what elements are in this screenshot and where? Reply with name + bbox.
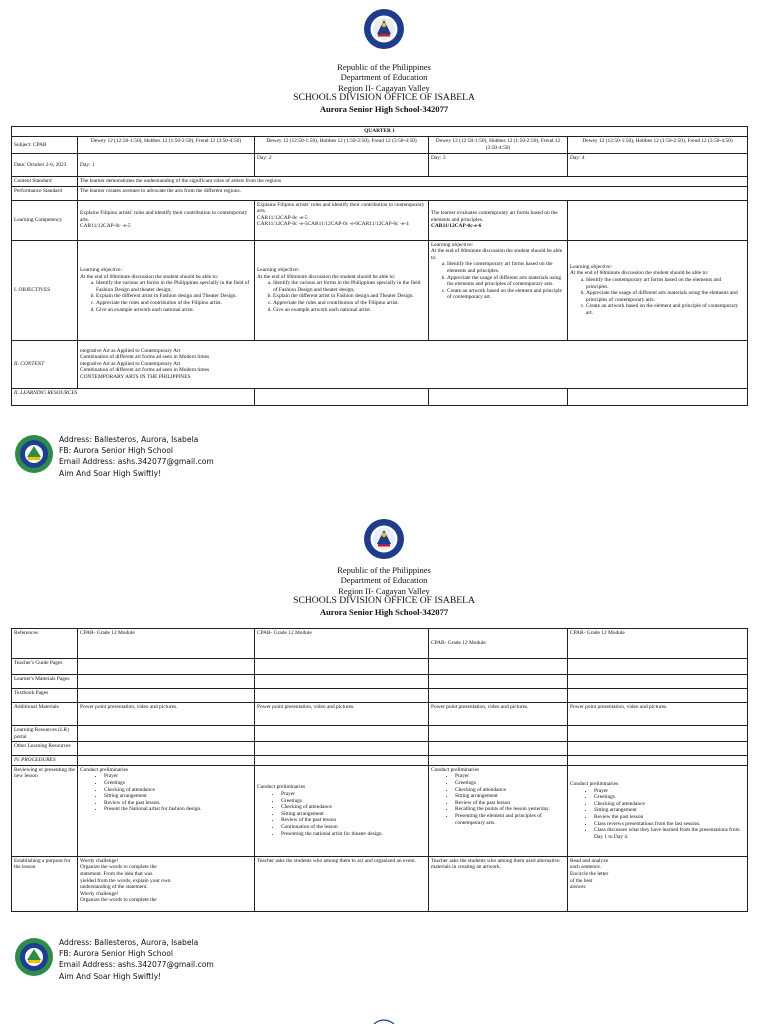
content-standard-label: Content Standard bbox=[12, 177, 78, 187]
day-2-label: Day: 2 bbox=[255, 154, 429, 177]
learning-resources-label: II. LEARNING RESOURCES bbox=[12, 388, 255, 405]
purpose-line: understanding of the statement. bbox=[80, 884, 148, 891]
resources-day-2 bbox=[255, 388, 429, 405]
content-text bbox=[78, 340, 748, 388]
competency-day-1 bbox=[78, 200, 255, 240]
preliminaries-heading: Conduct preliminaries bbox=[257, 784, 306, 791]
list-item: • Checking of attendance bbox=[455, 787, 565, 794]
review-day-4 bbox=[568, 765, 748, 856]
letterhead-line-1: Republic of the Philippines bbox=[337, 565, 431, 575]
purpose-day-1 bbox=[78, 856, 255, 911]
competency-day-3-text: The learner evaluates contemporary art forms based on the elements and principles. bbox=[431, 210, 558, 223]
list-item: • Class reviews presentations from the last session. bbox=[594, 821, 745, 828]
competency-day-1-code: CAR11/12CAP-0c -e-5 bbox=[80, 223, 131, 230]
letterhead bbox=[0, 62, 768, 114]
preliminaries-heading: Conduct preliminaries bbox=[570, 781, 619, 788]
review-list-day-4 bbox=[570, 788, 745, 841]
objective-list-day-4 bbox=[570, 277, 745, 317]
list-item: • Review the past lesson bbox=[594, 814, 745, 821]
references-day-1: CPAR- Grade 12 Module bbox=[78, 629, 255, 659]
competency-label: Learning Competency bbox=[12, 200, 78, 240]
footer-2 bbox=[14, 937, 374, 979]
letterhead-line-3: Region II- Cagayan Valley bbox=[338, 585, 430, 596]
list-item: • Greetings bbox=[281, 798, 426, 805]
deped-seal bbox=[363, 8, 405, 50]
review-list-day-2 bbox=[257, 791, 426, 837]
letterhead-line-3: Region II- Cagayan Valley bbox=[338, 82, 430, 93]
objective-list-day-3 bbox=[431, 261, 565, 301]
purpose-day-2: Teacher asks the students who among them to act and organized an event. bbox=[255, 856, 429, 911]
list-item: • Checking of attendance bbox=[104, 787, 252, 794]
purpose-day-4 bbox=[568, 856, 748, 911]
objectives-label: I. OBJECTIVES bbox=[12, 240, 78, 340]
review-list-day-1 bbox=[80, 773, 252, 813]
footer-email: Email Address: ashs.342077@gmail.com bbox=[59, 960, 214, 970]
list-item: • Prayer bbox=[104, 773, 252, 780]
footer-motto: Aim And Soar High Swiftly! bbox=[59, 971, 162, 981]
day-3-label: Day: 3 bbox=[429, 154, 568, 177]
objective-heading: Learning objective: bbox=[570, 263, 613, 270]
additional-materials-day-3: Power point presentation, video and pictures. bbox=[429, 703, 568, 726]
competency-day-2-code-2: CAR11/12CAP-0c -e-5CAR11/12CAP-0c -e-6CAR11/12CAP-0c -e-4 bbox=[257, 221, 409, 228]
list-item: • Present the National artist for fashion design. bbox=[104, 806, 252, 813]
competency-day-3-code: CAR11/12CAP-0c-e-6 bbox=[431, 223, 482, 230]
competency-day-1-text: Explains Filipino artists' roles and identify their contribution to contemporary arts. bbox=[80, 210, 248, 223]
objective-intro: At the end of 60minute discussion the student should be able to: bbox=[257, 273, 396, 280]
list-item: • Review of the past lesson. bbox=[104, 800, 252, 807]
footer-contact bbox=[59, 434, 214, 479]
schedule-day-3: Dewey 12 (12:50-1:50), Hobbes 12 (1:50-2:50), Freud 12 (3:50-4:50) bbox=[429, 137, 568, 154]
preliminaries-heading: Conduct preliminaries bbox=[80, 766, 129, 773]
objective-list-day-1 bbox=[80, 280, 252, 313]
footer-email: Email Address: ashs.342077@gmail.com bbox=[59, 457, 214, 467]
objective-list-day-2 bbox=[257, 280, 426, 313]
objective-intro: At the end of 60minute discussion the student should be able to: bbox=[431, 248, 563, 261]
performance-standard-text: The learner creates avenues to advocate the arts from the different regions. bbox=[78, 186, 748, 200]
lr-portal-label: Learning Resources (LR) portal bbox=[12, 726, 78, 742]
competency-day-2-text: Explains Filipino artists' roles and identify their contribution to contemporary arts. bbox=[257, 201, 425, 215]
list-item: • Sitting arrangement bbox=[594, 807, 745, 814]
date-label: Date: October 2-6, 2023 bbox=[12, 154, 78, 177]
list-item: b. Appreciate the usage of different arts materials using the elements and principles of contemporary arts. bbox=[586, 290, 745, 303]
content-line: Combination of different art forms ad seen in Modern times bbox=[80, 354, 210, 361]
school-logo-icon bbox=[14, 434, 54, 474]
list-item: • Review of the past lesson bbox=[281, 817, 426, 824]
footer-fb: FB: Aurora Senior High School bbox=[59, 949, 174, 959]
school-logo-icon bbox=[14, 937, 54, 977]
additional-materials-day-2: Power point presentation, video and pictures. bbox=[255, 703, 429, 726]
letterhead-line-4: SCHOOLS DIVISION OFFICE OF ISABELA bbox=[293, 595, 475, 607]
references-day-4: CPAR- Grade 12 Module bbox=[568, 629, 748, 659]
objective-heading: Learning objective: bbox=[431, 241, 474, 248]
list-item: • Review of the past lesson bbox=[455, 800, 565, 807]
purpose-line: each sentence. bbox=[570, 864, 602, 871]
review-day-1 bbox=[78, 765, 255, 856]
schedule-day-2: Dewey 12 (12:50-1:50), Hobbes 12 (1:50-2:50), Freud 12 (3:50-4:50) bbox=[255, 137, 429, 154]
list-item: b. Explain the different artist in Fashion design and Theater Design. bbox=[273, 293, 426, 300]
footer-1 bbox=[14, 434, 374, 476]
list-item: a. Identify the various art forms in the Philippines specially in the field of Fashion Design and theater design; bbox=[273, 280, 426, 293]
textbook-label: Textbook Pages bbox=[12, 689, 78, 703]
purpose-line: Encircle the letter bbox=[570, 870, 609, 877]
additional-materials-day-1: Power point presentation, video and pictures. bbox=[78, 703, 255, 726]
next-page-seal-fragment bbox=[372, 1018, 396, 1024]
content-line: ntegrative Art as Applied to Contemporary Art bbox=[80, 347, 181, 354]
footer-contact bbox=[59, 937, 214, 982]
objective-intro: At the end of 60minute discussion the student should be able to: bbox=[570, 270, 709, 277]
list-item: • Greetings bbox=[104, 780, 252, 787]
review-label: Reviewing or presenting the new lesson bbox=[12, 765, 78, 856]
objective-heading: Learning objective: bbox=[80, 267, 123, 274]
content-line: CONTEMPORARY ARTS IN THE PHILIPPINES bbox=[80, 373, 191, 380]
list-item: d. Give an example artwork each national artist. bbox=[96, 307, 252, 314]
list-item: • Prayer bbox=[594, 788, 745, 795]
other-resources-label: Other Learning Resources bbox=[12, 742, 78, 756]
purpose-day-3: Teacher asks the students who among them used alternative materials in creating an artwork. bbox=[429, 856, 568, 911]
list-item: a. Identify the contemporary art forms based on the elements and principles. bbox=[447, 261, 565, 274]
performance-standard-label: Performance Standard bbox=[12, 186, 78, 200]
references-label: References bbox=[12, 629, 78, 659]
list-item: • Checking of attendance bbox=[281, 804, 426, 811]
lesson-plan-table-1 bbox=[11, 126, 748, 406]
resources-day-4 bbox=[568, 388, 748, 405]
letterhead-school: Aurora Senior High School-342077 bbox=[319, 606, 449, 617]
purpose-line: Wordy challenge! bbox=[80, 857, 119, 864]
list-item: a. Identify the contemporary art forms based on the elements and principles. bbox=[586, 277, 745, 290]
references-day-2: CPAR- Grade 12 Module bbox=[255, 629, 429, 659]
learners-materials-label: Learner's Materials Pages bbox=[12, 675, 78, 689]
objectives-day-2 bbox=[255, 240, 429, 340]
objectives-day-4 bbox=[568, 240, 748, 340]
letterhead-line-2: Department of Education bbox=[340, 575, 428, 586]
resources-day-3 bbox=[429, 388, 568, 405]
competency-day-2 bbox=[255, 200, 429, 240]
list-item: c. Create an artwork based on the element and principle of contemporary art. bbox=[447, 288, 565, 301]
purpose-line: Organize the words to complete the bbox=[80, 864, 157, 871]
list-item: • Continuation of the lesson bbox=[281, 824, 426, 831]
content-line: ntegrative Art as Applied to Contemporary Art bbox=[80, 360, 181, 367]
preliminaries-heading: Conduct preliminaries bbox=[431, 766, 480, 773]
list-item: • Presenting the national artist for theater design. bbox=[281, 831, 426, 838]
letterhead-line-2: Department of Education bbox=[340, 72, 428, 83]
quarter-heading: QUARTER 1 bbox=[12, 127, 748, 137]
day-1-label: Day: 1 bbox=[78, 154, 255, 177]
objective-heading: Learning objective: bbox=[257, 267, 300, 274]
list-item: • Sitting arrangement bbox=[455, 793, 565, 800]
purpose-line: of the best bbox=[570, 877, 593, 884]
list-item: • Checking of attendance bbox=[594, 801, 745, 808]
footer-fb: FB: Aurora Senior High School bbox=[59, 446, 174, 456]
objectives-day-3 bbox=[429, 240, 568, 340]
purpose-line: yielded from the words, explain your own bbox=[80, 877, 171, 884]
letterhead bbox=[0, 565, 768, 617]
content-standard-text: The learner demonstrates the understanding of the significant roles of artists from the regions bbox=[78, 177, 748, 187]
list-item: • Prayer bbox=[281, 791, 426, 798]
content-label: II. CONTENT bbox=[12, 340, 78, 388]
competency-day-3 bbox=[429, 200, 568, 240]
list-item: • Greetings bbox=[594, 794, 745, 801]
letterhead-line-1: Republic of the Philippines bbox=[337, 62, 431, 72]
purpose-line: Organize the words to complete the bbox=[80, 897, 157, 904]
review-day-3 bbox=[429, 765, 568, 856]
purpose-label: Establishing a purpose for the lesson bbox=[12, 856, 78, 911]
competency-day-4 bbox=[568, 200, 748, 240]
footer-address: Address: Ballesteros, Aurora, Isabela bbox=[59, 435, 199, 444]
subject-label: Subject: CPAR bbox=[12, 137, 78, 154]
list-item: • Greetings bbox=[455, 780, 565, 787]
list-item: b. Explain the different artist in Fashion design and Theater Design. bbox=[96, 293, 252, 300]
schedule-day-4: Dewey 12 (12:50-1:50), Hobbes 12 (1:50-2:50), Freud 12 (3:50-4:50) bbox=[568, 137, 748, 154]
list-item: • Sitting arrangement bbox=[281, 811, 426, 818]
footer-address: Address: Ballesteros, Aurora, Isabela bbox=[59, 938, 199, 947]
schedule-day-1: Dewey 12 (12:50-1:50), Hobbes 12 (1:50-2:50), Freud 12 (3:50-4:50) bbox=[78, 137, 255, 154]
list-item: • Sitting arrangement bbox=[104, 793, 252, 800]
references-day-3: CPAR- Grade 12 Module bbox=[429, 629, 568, 659]
purpose-line: Read and analyze bbox=[570, 857, 609, 864]
list-item: • Class discusses what they have learned from the presentations from Day 1 to Day 4. bbox=[594, 827, 745, 840]
list-item: c. Create an artwork based on the element and principle of contemporary art. bbox=[586, 303, 745, 316]
list-item: b. Appreciate the usage of different arts materials using the elements and principles of contemporary arts. bbox=[447, 275, 565, 288]
list-item: d. Give an example artwork each national artist. bbox=[273, 307, 426, 314]
review-list-day-3 bbox=[431, 773, 565, 826]
letterhead-line-4: SCHOOLS DIVISION OFFICE OF ISABELA bbox=[293, 92, 475, 104]
list-item: c. Appreciate the roles and contribution of the Filipino artist. bbox=[273, 300, 426, 307]
procedures-label: IV. PROCEDURES bbox=[12, 756, 78, 766]
purpose-line: Wordy challenge! bbox=[80, 890, 119, 897]
list-item: c. Appreciate the roles and contribution of the Filipino artist. bbox=[96, 300, 252, 307]
content-line: Combination of different art forms ad seen in Modern times bbox=[80, 367, 210, 374]
competency-day-2-code: CAR11/12CAP-0c -e-5 bbox=[257, 214, 308, 221]
additional-materials-day-4: Power point presentation, video and pictures. bbox=[568, 703, 748, 726]
letterhead-school: Aurora Senior High School-342077 bbox=[319, 103, 449, 114]
day-4-label: Day: 4 bbox=[568, 154, 748, 177]
objectives-day-1 bbox=[78, 240, 255, 340]
teachers-guide-label: Teacher's Guide Pages bbox=[12, 659, 78, 675]
additional-materials-label: Additional Materials bbox=[12, 703, 78, 726]
list-item: • Recalling the points of the lesson yesterday. bbox=[455, 806, 565, 813]
footer-motto: Aim And Soar High Swiftly! bbox=[59, 468, 162, 478]
purpose-line: statement. From the idea that was bbox=[80, 870, 153, 877]
list-item: • Presenting the element and principles of contemporary arts. bbox=[455, 813, 565, 826]
purpose-line: answer. bbox=[570, 884, 587, 891]
deped-seal bbox=[363, 518, 405, 560]
objective-intro: At the end of 60minute discussion the student should be able to: bbox=[80, 273, 219, 280]
list-item: a. Identify the various art forms in the Philippines specially in the field of Fashion Design and theater design; bbox=[96, 280, 252, 293]
review-day-2 bbox=[255, 765, 429, 856]
lesson-plan-table-2 bbox=[11, 628, 748, 912]
list-item: • Prayer bbox=[455, 773, 565, 780]
